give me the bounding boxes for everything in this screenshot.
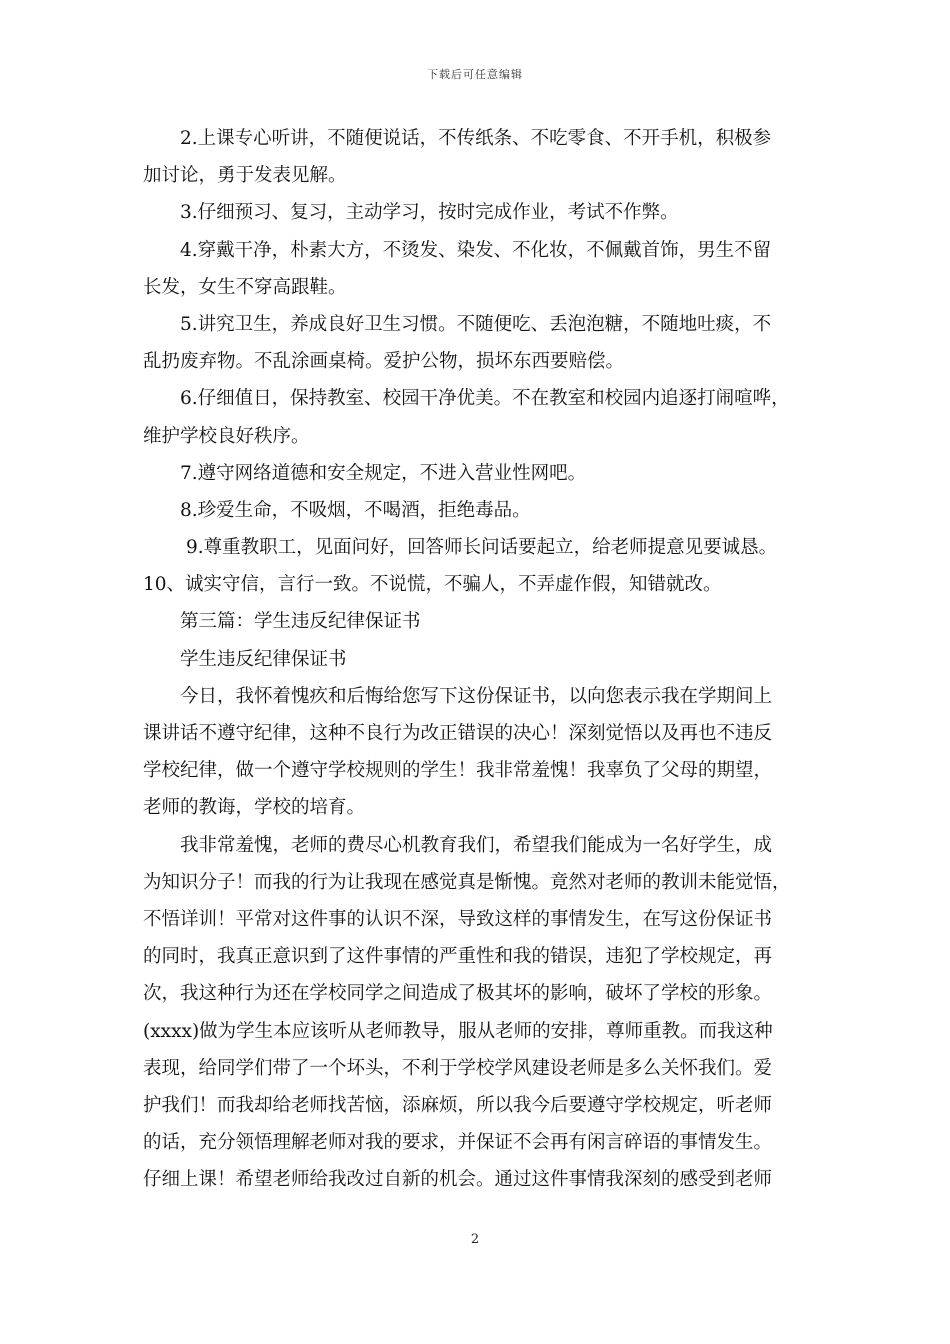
text-line: 加讨论，勇于发表见解。 — [143, 165, 347, 187]
text-line: 仔细上课！希望老师给我改过自新的机会。通过这件事情我深刻的感受到老师 — [143, 1169, 773, 1191]
text-line: 表现，给同学们带了一个坏头，不利于学校学风建设老师是多么关怀我们。爱 — [143, 1057, 773, 1079]
text-line: 次，我这种行为还在学校同学之间造成了极其坏的影响，破坏了学校的形象。 — [143, 983, 773, 1005]
document-title: 学生违反纪律保证书 — [180, 648, 347, 670]
text-line: 7.遵守网络道德和安全规定，不进入营业性网吧。 — [180, 462, 587, 484]
text-line: 长发，女生不穿高跟鞋。 — [143, 276, 347, 298]
text-line: 护我们！而我却给老师找苦恼，添麻烦，所以我今后要遵守学校规定，听老师 — [143, 1094, 773, 1116]
text-line: 学校纪律，做一个遵守学校规则的学生！我非常羞愧！我辜负了父母的期望， — [143, 760, 773, 782]
text-line: 9.尊重教职工，见面问好，回答师长问话要起立，给老师提意见要诚恳。 — [186, 537, 778, 559]
text-line: 的同时，我真正意识到了这件事情的严重性和我的错误，违犯了学校规定，再 — [143, 946, 773, 968]
text-line: 课讲话不遵守纪律，这种不良行为改正错误的决心！深刻觉悟以及再也不违反 — [143, 723, 773, 744]
text-line: 为知识分子！而我的行为让我现在感觉真是惭愧。竟然对老师的教训未能觉悟， — [143, 871, 791, 893]
text-line: (xxxx)做为学生本应该听从老师教导，服从老师的安排，尊师重教。而我这种 — [143, 1020, 773, 1042]
text-line: 3.仔细预习、复习，主动学习，按时完成作业，考试不作弊。 — [180, 202, 679, 224]
page-number: 2 — [470, 1232, 480, 1247]
text-line: 6.仔细值日，保持教室、校园干净优美。不在教室和校园内追逐打闹喧哗， — [180, 388, 790, 410]
text-line: 维护学校良好秩序。 — [143, 425, 310, 447]
text-line: 10、诚实守信，言行一致。不说慌，不骗人，不弄虚作假，知错就改。 — [143, 574, 722, 596]
page-header: 下载后可任意编辑 — [427, 68, 523, 81]
text-line: 乱扔废弃物。不乱涂画桌椅。爱护公物，损坏东西要赔偿。 — [143, 351, 625, 373]
text-line: 2.上课专心听讲，不随便说话，不传纸条、不吃零食、不开手机，积极参 — [180, 128, 772, 149]
text-line: 的话，充分领悟理解老师对我的要求，并保证不会再有闲言碎语的事情发生。 — [143, 1132, 773, 1154]
section-heading: 第三篇：学生违反纪律保证书 — [180, 611, 421, 633]
text-line: 8.珍爱生命，不吸烟，不喝酒，拒绝毒品。 — [180, 499, 531, 521]
text-line: 5.讲究卫生，养成良好卫生习惯。不随便吃、丢泡泡糖，不随地吐痰，不 — [180, 313, 772, 335]
text-line: 今日，我怀着愧疚和后悔给您写下这份保证书，以向您表示我在学期间上 — [180, 685, 773, 707]
text-line: 不悟详训！平常对这件事的认识不深，导致这样的事情发生，在写这份保证书 — [143, 908, 773, 930]
text-line: 老师的教诲，学校的培育。 — [143, 797, 366, 819]
document-body — [143, 120, 807, 1198]
text-line: 4.穿戴干净，朴素大方，不烫发、染发、不化妆，不佩戴首饰，男生不留 — [180, 239, 772, 261]
text-line: 我非常羞愧，老师的费尽心机教育我们，希望我们能成为一名好学生，成 — [180, 834, 773, 856]
